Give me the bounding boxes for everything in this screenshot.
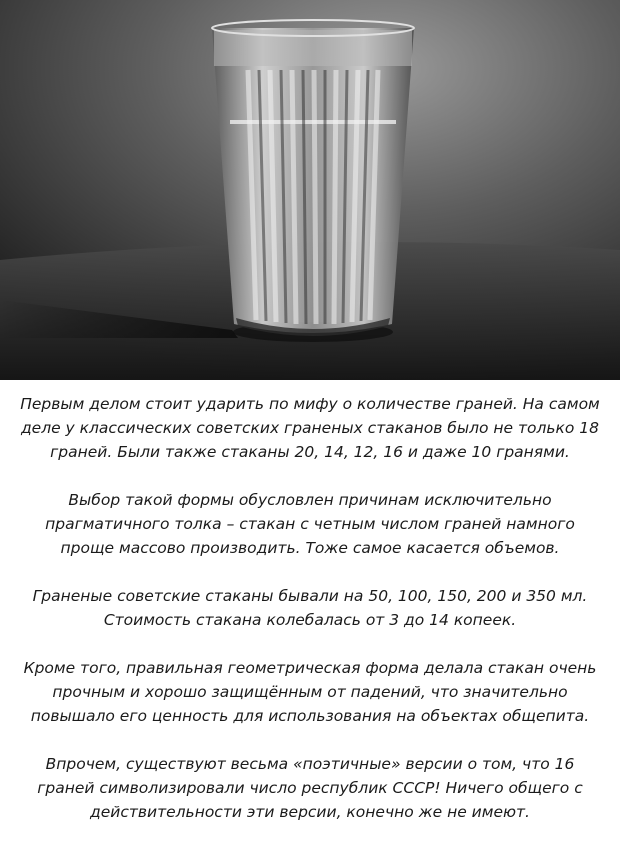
article-text bbox=[0, 392, 620, 824]
paragraph: Выбор такой формы обусловлен причинам исключительно прагматичного толка – стакан с четным числом граней намного проще массово производить. Тоже самое касается объемов. bbox=[45, 491, 575, 557]
paragraph: Граненые советские стаканы бывали на 50, 100, 150, 200 и 350 мл. Стоимость стакана колебалась от 3 до 14 копеек. bbox=[32, 587, 588, 629]
glass-photo bbox=[0, 0, 620, 380]
paragraph: Впрочем, существуют весьма «поэтичные» версии о том, что 16 граней символизировали число республик СССР! Ничего общего с действительности эти версии, конечно же не имеют. bbox=[37, 755, 583, 821]
paragraph: Первым делом стоит ударить по мифу о количестве граней. На самом деле у классических советских граненых стаканов было не только 18 граней. Были также стаканы 20, 14, 12, 16 и даже 10 гранями. bbox=[20, 395, 600, 461]
paragraph: Кроме того, правильная геометрическая форма делала стакан очень прочным и хорошо защищённым от падений, что значительно повышало его ценность для использования на объектах общепита. bbox=[23, 659, 597, 725]
faceted-glass-icon bbox=[0, 0, 620, 380]
